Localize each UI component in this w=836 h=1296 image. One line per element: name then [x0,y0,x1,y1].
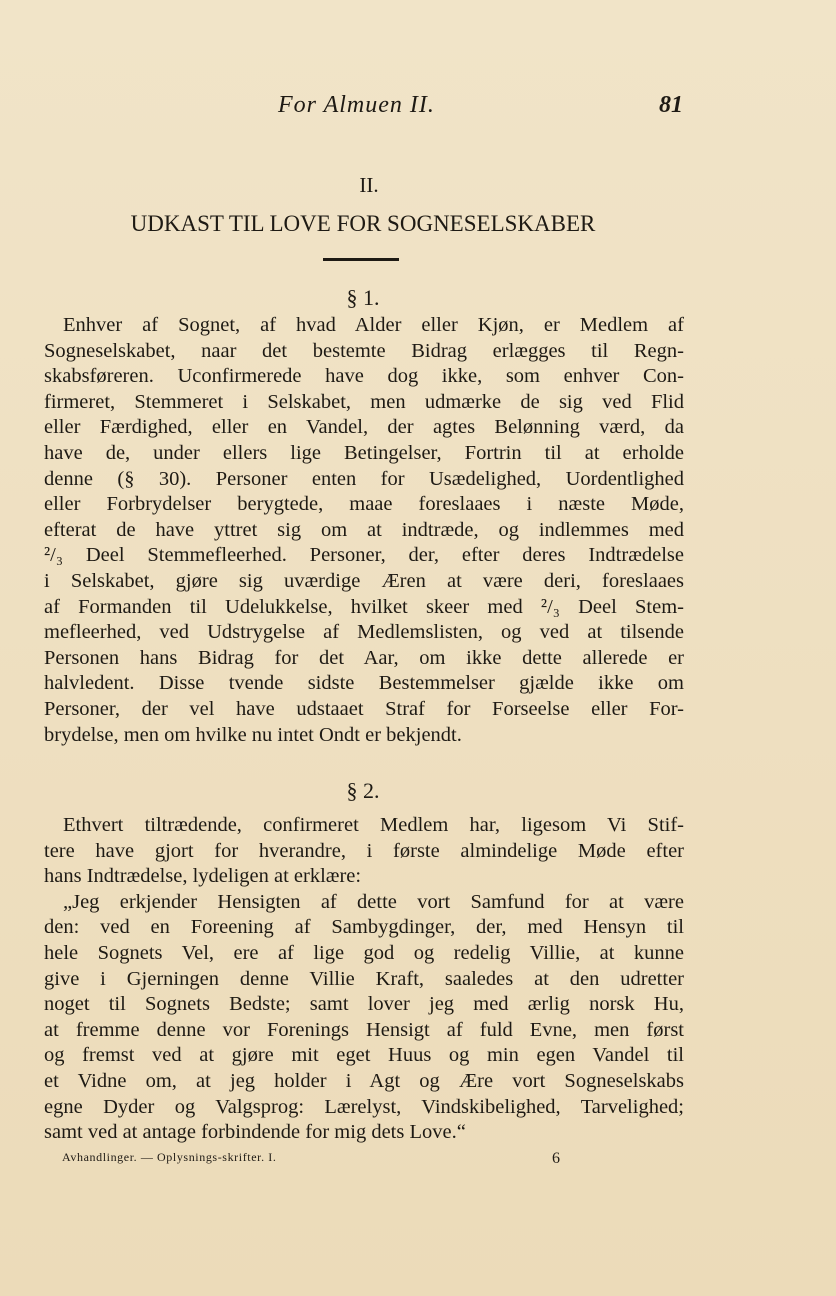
signature-mark: Avhandlinger. — Oplysnings-skrifter. I. [62,1150,277,1164]
text-line: have de, under ellers lige Betingelser, Fortrin til at erholde [44,441,684,464]
text-line: Personer, der vel have udstaaet Straf for Forseelse eller For- [44,697,684,720]
text-line: egne Dyder og Valgsprog: Lærelyst, Vindskibelighed, Tarvelighed; [44,1095,684,1118]
text-line: ²/₃ Deel Stemmefleerhed. Personer, der, efter deres Indtrædelse [44,544,684,567]
text-line: hele Sognets Vel, ere af lige god og redelig Villie, at kunne [44,941,684,964]
text-line: Ethvert tiltrædende, confirmeret Medlem har, ligesom Vi Stif- [63,814,684,836]
page-number: 81 [659,92,683,118]
text-line: et Vidne om, at jeg holder i Agt og Ære vort Sogneselskabs [44,1069,684,1092]
text-line: noget til Sognets Bedste; samt lover jeg med ærlig norsk Hu, [44,993,684,1016]
text-line: brydelse, men om hvilke nu intet Ondt er bekjendt. [44,723,462,746]
section-1-text [44,313,684,748]
title-rule [323,258,399,261]
text-line: samt ved at antage forbindende for mig dets Love.“ [44,1121,466,1144]
section-2-heading: § 2. [346,778,380,803]
text-line: eller Forbrydelser berygtede, maae foreslaaes i næste Møde, [44,493,684,516]
text-line: skabsføreren. Uconfirmerede have dog ikke, som enhver Con- [44,365,684,388]
text-line: tere have gjort for hverandre, i første almindelige Møde efter [44,839,684,862]
text-line: denne (§ 30). Personer enten for Usædelighed, Uordentlighed [44,467,684,490]
text-line: Personen hans Bidrag for det Aar, om ikke dette allerede er [44,646,684,669]
text-line: og fremst ved at gjøre mit eget Huus og min egen Vandel til [44,1044,684,1067]
sheet-number: 6 [552,1150,560,1167]
text-line: den: ved en Foreening af Sambygdinger, der, med Hensyn til [44,916,684,939]
text-line: i Selskabet, gjøre sig uværdige Æren at være deri, foreslaaes [44,569,684,592]
text-line: firmeret, Stemmeret i Selskabet, men udmærke de sig ved Flid [44,390,684,413]
text-line: at fremme denne vor Forenings Hensigt af fuld Evne, men først [44,1018,684,1041]
running-title: For Almuen II. [278,92,435,118]
section-1-heading: § 1. [346,285,380,310]
chapter-title: UDKAST TIL LOVE FOR SOGNESELSKABER [130,211,596,236]
text-line: af Formanden til Udelukkelse, hvilket skeer med ²/₃ Deel Stem- [44,595,684,618]
text-line: mefleerhed, ved Udstrygelse af Medlemslisten, og ved at tilsende [44,621,684,644]
text-line: give i Gjerningen denne Villie Kraft, saaledes at den udretter [44,967,684,990]
running-header [0,92,836,122]
text-line: „Jeg erkjender Hensigten af dette vort Samfund for at være [63,890,684,913]
text-line: hans Indtrædelse, lydeligen at erklære: [44,865,362,888]
text-line: eller Færdighed, eller en Vandel, der agtes Belønning værd, da [44,416,684,439]
chapter-number: II. [359,173,379,197]
section-2-text [44,813,684,1146]
text-line: Enhver af Sognet, af hvad Alder eller Kjøn, er Medlem af [63,314,684,336]
text-line: halvledent. Disse tvende sidste Bestemmelser gjælde ikke om [44,672,684,695]
text-line: Sogneselskabet, naar det bestemte Bidrag erlægges til Regn- [44,339,684,362]
text-line: efterat de have yttret sig om at indtræde, og indlemmes med [44,518,684,541]
